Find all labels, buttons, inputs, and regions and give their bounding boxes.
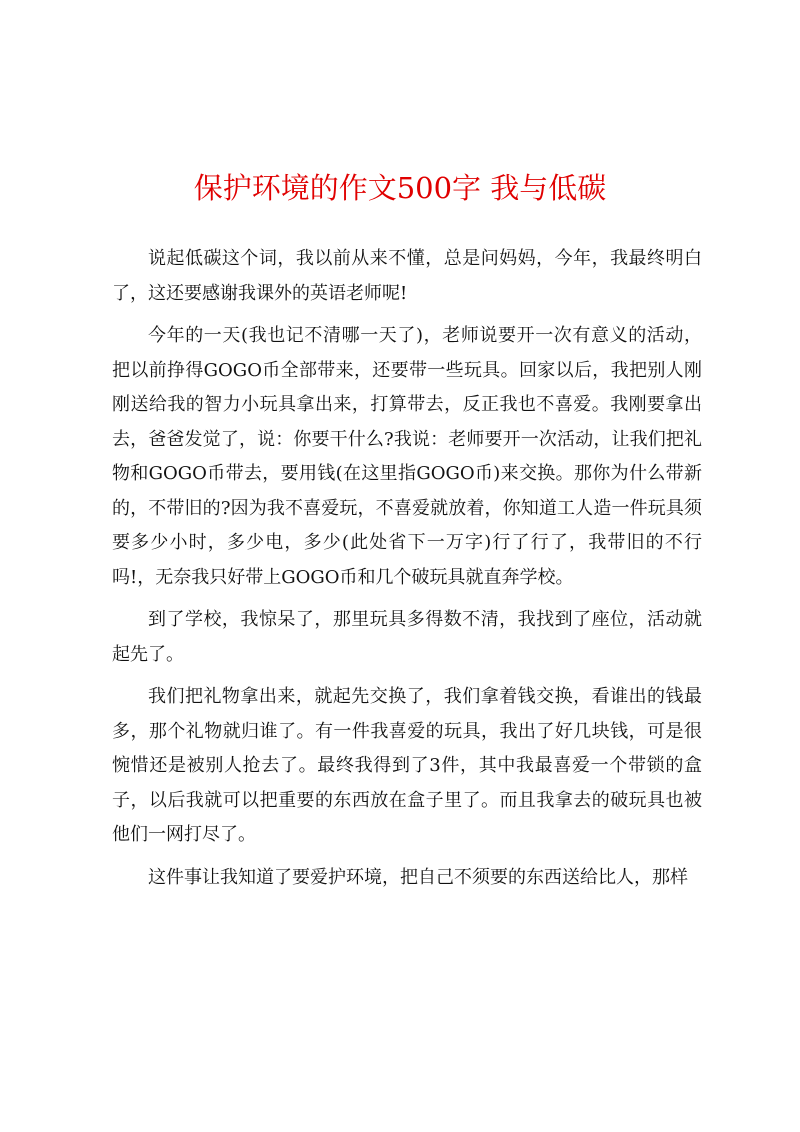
paragraph-4: 我们把礼物拿出来，就起先交换了，我们拿着钱交换，看谁出的钱最多，那个礼物就归谁了。有一件我喜爱的玩具，我出了好几块钱，可是很惋惜还是被别人抢去了。最终我得到了3件，其中我最喜爱一个带锁的盒子，以后我就可以把重要的东西放在盒子里了。而且我拿去的破玩具也被他们一网打尽了。: [112, 686, 702, 845]
document-title: 保护环境的作文500字 我与低碳: [193, 171, 607, 205]
document-body: [112, 242, 702, 903]
paragraph-1: 说起低碳这个词，我以前从来不懂，总是问妈妈，今年，我最终明白了，这还要感谢我课外的英语老师呢!: [112, 248, 702, 304]
paragraph-3: 到了学校，我惊呆了，那里玩具多得数不清，我找到了座位，活动就起先了。: [112, 609, 702, 665]
paragraph-2: 今年的一天(我也记不清哪一天了)，老师说要开一次有意义的活动，把以前挣得GOGO币全部带来，还要带一些玩具。回家以后，我把别人刚刚送给我的智力小玩具拿出来，打算带去，反正我也不喜爱。我刚要拿出去，爸爸发觉了，说：你要干什么?我说：老师要开一次活动，让我们把礼物和GOGO币带去，要用钱(在这里指GOGO币)来交换。那你为什么带新的，不带旧的?因为我不喜爱玩，不喜爱就放着，你知道工人造一件玩具须要多少小时，多少电，多少(此处省下一万字)行了行了，我带旧的不行吗!，无奈我只好带上GOGO币和几个破玩具就直奔学校。: [112, 325, 702, 588]
paragraph-5: 这件事让我知道了要爱护环境，把自己不须要的东西送给比人，那样: [148, 866, 688, 888]
